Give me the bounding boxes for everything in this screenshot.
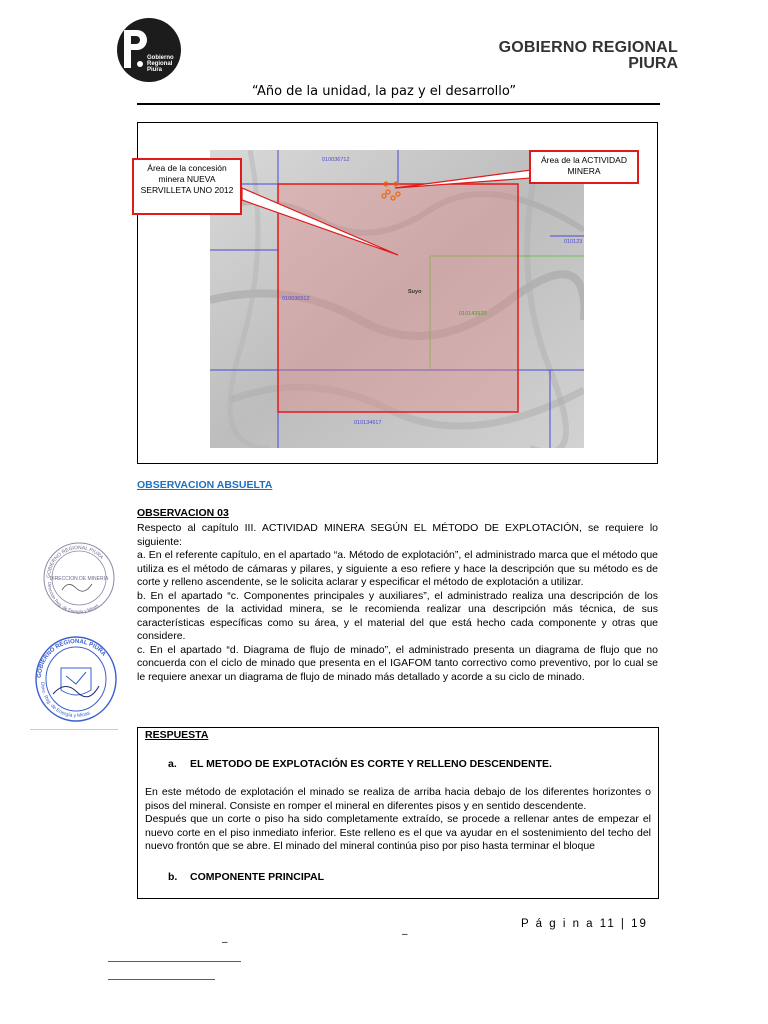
org-name-line2: PIURA: [628, 55, 678, 72]
observation-paragraph: Respecto al capítulo III. ACTIVIDAD MINERA SEGÚN EL MÉTODO DE EXPLOTACIÓN, se requiere lo siguiente:: [137, 522, 658, 548]
concession-code-label: 010134617: [354, 420, 382, 426]
observation-heading: OBSERVACION 03: [137, 507, 229, 519]
logo-text-2: Regional: [147, 61, 173, 67]
response-body: [145, 786, 651, 854]
svg-text:GOBIERNO REGIONAL PIURA: [37, 639, 107, 678]
observation-paragraph: c. En el apartado “d. Diagrama de flujo de minado”, el administrado presenta un diagrama de flujo que no concuerda con el ciclo de minado que presenta en el IGAFOM tanto correctivo como preventivo, por lo cual se le requiere anexar un diagrama de flujo de minado más detallado y acorde a su ciclo de minado.: [137, 643, 658, 683]
response-paragraph: Después que un corte o piso ha sido completamente extraído, se procede a rellenar antes de empezar el nuevo corte en el piso inmediato inferior. Este relleno es el que va ayudar en el sostenimiento del techo del nuevo frontón que se abre. El minado del mineral continúa piso por piso hasta terminar el bloque: [145, 813, 651, 852]
stamp-text: Direc. Reg. de Energía y Minas: [38, 681, 92, 720]
mining-concession-map: [210, 150, 584, 448]
response-item-b-label: b.: [168, 871, 178, 883]
observation-resolved-link[interactable]: OBSERVACION ABSUELTA: [137, 479, 273, 491]
concession-code-label: 010123: [564, 239, 583, 245]
svg-text:GOBIERNO REGIONAL PIURA: [46, 545, 105, 578]
response-paragraph: En este método de explotación el minado se realiza de arriba hacia debajo de los diferentes horizontes o pisos del mineral. Consiste en romper el mineral en diferentes pisos y en sentido descendente.: [145, 786, 651, 812]
logo-text-3: Piura: [147, 67, 163, 73]
header-divider: [137, 103, 660, 105]
response-item-a: [168, 758, 552, 770]
footer-dash: –: [222, 937, 228, 948]
logo-text-1: Gobierno: [147, 55, 174, 61]
concession-code-label: 010036512: [282, 296, 310, 302]
footer-link-line[interactable]: [108, 961, 241, 962]
town-label: Suyo: [408, 289, 422, 295]
organization-name: [499, 40, 678, 72]
response-item-b-text: COMPONENTE PRINCIPAL: [190, 871, 324, 883]
concession-code-label: 010036712: [322, 157, 350, 163]
document-motto: “Año de la unidad, la paz y el desarrollo”: [251, 84, 517, 99]
page-number: P á g i n a 11 | 19: [521, 918, 648, 930]
observation-paragraph: b. En el apartado “c. Componentes principales y auxiliares”, el administrado realiza una descripción de los componentes de la actividad minera, se le recomienda realizar una descripción más técnica, de sus características específicas como su área, y el material del que está hecho cada componente y otras que considere.: [137, 589, 658, 642]
observation-body: [137, 522, 658, 684]
stamp-text: GOBIERNO REGIONAL PIURA: [36, 638, 107, 679]
response-item-b: [168, 871, 324, 883]
margin-divider: [30, 729, 118, 730]
stamp-text: Dirección Reg. de Energía y Minas: [46, 581, 100, 615]
stamp-text: GOBIERNO REGIONAL PIURA: [45, 544, 105, 579]
observation-paragraph: a. En el referente capítulo, en el apartado “a. Método de explotación”, el administrado marca que el método que utiliza es el método de cámaras y pilares, y siguiente a eso refiere y hace la descripción que su método es de corte y relleno ascendente, se le solicita aclarar y especificar el método de explotación a utilizar.: [137, 549, 658, 588]
footer-dash: –: [402, 929, 408, 940]
response-title: RESPUESTA: [145, 729, 209, 741]
gobierno-regional-logo: [110, 18, 188, 82]
callout-concession-area: Área de la concesión minera NUEVA SERVILLETA UNO 2012: [132, 158, 242, 215]
response-item-a-label: a.: [168, 758, 177, 770]
stamp-center-text: DIRECCION DE MINERIA: [49, 576, 109, 582]
official-stamp-regional-government: [33, 632, 119, 724]
callout-mining-activity: Área de la ACTIVIDAD MINERA: [529, 150, 639, 184]
response-item-a-text: EL METODO DE EXPLOTACIÓN ES CORTE Y RELLENO DESCENDENTE.: [190, 758, 552, 770]
org-name-line1: GOBIERNO REGIONAL: [498, 39, 678, 56]
concession-area-nueva-servilleta: [278, 184, 518, 412]
svg-text:Dirección Reg. de Energía y Mi: [47, 582, 100, 614]
official-stamp-mining-direction: [40, 538, 118, 618]
footer-link-line[interactable]: [108, 979, 215, 980]
concession-code-label: 010143920: [459, 311, 487, 317]
